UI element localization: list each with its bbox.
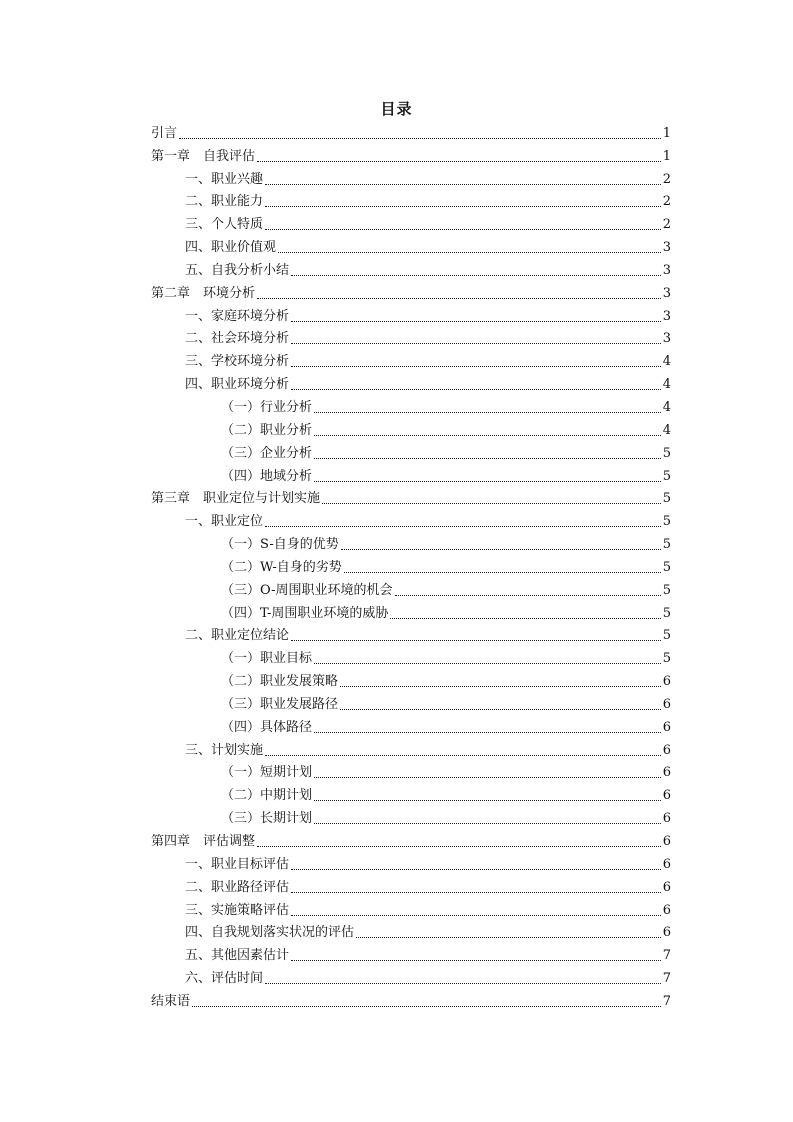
toc-entry-page-number: 5 [662, 445, 671, 461]
dot-leader [291, 960, 661, 961]
toc-entry-label: 四、职业环境分析 [185, 377, 290, 393]
dot-leader [291, 389, 661, 390]
toc-entry-label: （二）职业分析 [221, 422, 313, 438]
dot-leader [265, 526, 661, 527]
toc-entry[interactable] [151, 304, 671, 327]
toc-entry-page-number: 3 [662, 285, 671, 301]
toc-entry-label: 三、学校环境分析 [185, 354, 290, 370]
toc-entry-page-number: 5 [662, 651, 671, 667]
toc-entry-label: （二）职业发展策略 [221, 674, 339, 690]
dot-leader [291, 343, 661, 344]
toc-entry-page-number: 6 [662, 674, 671, 690]
toc-entry[interactable] [151, 372, 671, 395]
dot-leader [265, 184, 661, 185]
toc-title: 目录 [380, 100, 413, 118]
toc-entry-page-number: 5 [662, 628, 671, 644]
toc-entry-page-number: 6 [662, 902, 671, 918]
toc-entry-page-number: 5 [662, 537, 671, 553]
toc-entry-page-number: 6 [662, 719, 671, 735]
toc-entry[interactable] [151, 578, 671, 601]
toc-entry[interactable] [151, 806, 671, 829]
toc-entry-label: 六、评估时间 [185, 971, 264, 987]
dot-leader [291, 892, 661, 893]
toc-entry-page-number: 6 [662, 856, 671, 872]
toc-entry-page-number: 4 [662, 377, 671, 393]
toc-entry-label: （三）长期计划 [221, 811, 313, 827]
dot-leader [322, 503, 661, 504]
toc-entry-label: 二、职业能力 [185, 194, 264, 210]
toc-entry-label: （二）W-自身的劣势 [221, 559, 342, 575]
dot-leader [314, 732, 661, 733]
dot-leader [291, 869, 661, 870]
toc-entry-page-number: 5 [662, 491, 671, 507]
dot-leader [265, 229, 661, 230]
toc-entry[interactable] [151, 943, 671, 966]
toc-entry[interactable] [151, 258, 671, 281]
toc-entry-page-number: 6 [662, 742, 671, 758]
toc-entry-page-number: 4 [662, 399, 671, 415]
toc-entry[interactable] [151, 327, 671, 350]
toc-entry[interactable] [151, 761, 671, 784]
toc-entry-label: 一、职业目标评估 [185, 856, 290, 872]
toc-entry-page-number: 3 [662, 308, 671, 324]
toc-entry[interactable] [151, 852, 671, 875]
toc-entry-label: 第一章 自我评估 [151, 148, 256, 164]
toc-entry-label: （三）企业分析 [221, 445, 313, 461]
toc-entry-label: 一、职业定位 [185, 514, 264, 530]
dot-leader [291, 366, 661, 367]
toc-entry[interactable] [151, 121, 671, 144]
toc-entry-label: 一、家庭环境分析 [185, 308, 290, 324]
toc-entry-label: 二、社会环境分析 [185, 331, 290, 347]
toc-entry-page-number: 5 [662, 514, 671, 530]
toc-entry-page-number: 1 [662, 125, 671, 141]
dot-leader [265, 206, 661, 207]
toc-entry-page-number: 6 [662, 811, 671, 827]
toc-entry-label: （三）O-周围职业环境的机会 [221, 582, 393, 598]
toc-entry[interactable] [151, 212, 671, 235]
dot-leader [192, 1006, 661, 1007]
toc-entry-page-number: 2 [662, 171, 671, 187]
toc-entry-page-number: 2 [662, 217, 671, 233]
dot-leader [291, 915, 661, 916]
dot-leader [314, 777, 661, 778]
dot-leader [291, 640, 661, 641]
toc-entry-label: 三、实施策略评估 [185, 902, 290, 918]
toc-entry-label: 第三章 职业定位与计划实施 [151, 491, 321, 507]
toc-entry[interactable] [151, 555, 671, 578]
dot-leader [179, 138, 661, 139]
toc-entry-page-number: 6 [662, 879, 671, 895]
toc-entry[interactable] [151, 190, 671, 213]
toc-entry[interactable] [151, 669, 671, 692]
toc-entry[interactable] [151, 875, 671, 898]
toc-entry[interactable] [151, 441, 671, 464]
toc-entry-label: （四）地域分析 [221, 468, 313, 484]
toc-entry-page-number: 2 [662, 194, 671, 210]
toc-entry-label: （四）T-周围职业环境的威胁 [221, 605, 389, 621]
dot-leader [291, 275, 661, 276]
toc-entry[interactable] [151, 509, 671, 532]
toc-entry[interactable] [151, 349, 671, 372]
dot-leader [314, 435, 661, 436]
toc-entry-label: 四、职业价值观 [185, 240, 277, 256]
toc-entry-label: 结束语 [151, 993, 191, 1009]
dot-leader [340, 686, 661, 687]
toc-entry[interactable] [151, 715, 671, 738]
toc-entry-page-number: 6 [662, 696, 671, 712]
dot-leader [340, 709, 661, 710]
toc-entry-label: （一）S-自身的优势 [221, 537, 339, 553]
dot-leader [291, 321, 661, 322]
dot-leader [314, 663, 661, 664]
toc-entry[interactable] [151, 738, 671, 761]
toc-entry-label: （四）具体路径 [221, 719, 313, 735]
toc-entry-page-number: 4 [662, 354, 671, 370]
toc-entry-label: 四、自我规划落实状况的评估 [185, 925, 355, 941]
toc-entry[interactable] [151, 167, 671, 190]
toc-entry-page-number: 3 [662, 262, 671, 278]
toc-entry[interactable] [151, 829, 671, 852]
toc-entry-page-number: 6 [662, 925, 671, 941]
dot-leader [341, 549, 661, 550]
toc-entry[interactable] [151, 464, 671, 487]
dot-leader [314, 823, 661, 824]
toc-entry-page-number: 6 [662, 834, 671, 849]
toc-entry-label: （一）行业分析 [221, 399, 313, 415]
dot-leader [314, 458, 661, 459]
toc-entry-page-number: 5 [662, 559, 671, 575]
toc-entry-label: 引言 [151, 125, 178, 141]
dot-leader [314, 481, 661, 482]
toc-entry[interactable] [151, 395, 671, 418]
dot-leader [344, 572, 661, 573]
toc-entry-label: 五、其他因素估计 [185, 948, 290, 964]
dot-leader [314, 412, 661, 413]
toc-entry[interactable] [151, 281, 671, 304]
toc-entry-page-number: 5 [662, 582, 671, 598]
toc-entry-page-number: 3 [662, 331, 671, 347]
toc-entry[interactable] [151, 692, 671, 715]
toc-entry-label: 第四章 评估调整 [151, 834, 256, 849]
dot-leader [395, 595, 661, 596]
toc-entry-page-number: 4 [662, 422, 671, 438]
toc-entry[interactable] [151, 487, 671, 510]
toc-entry-label: （一）短期计划 [221, 765, 313, 781]
toc-entry[interactable] [151, 532, 671, 555]
toc-entry-page-number: 7 [662, 993, 671, 1009]
dot-leader [257, 298, 661, 299]
toc-entry-label: 二、职业定位结论 [185, 628, 290, 644]
dot-leader [278, 252, 661, 253]
toc-list [151, 121, 671, 1012]
toc-entry-page-number: 1 [662, 148, 671, 164]
dot-leader [265, 983, 661, 984]
toc-entry-page-number: 3 [662, 240, 671, 256]
toc-entry-label: （一）职业目标 [221, 651, 313, 667]
dot-leader [356, 937, 661, 938]
toc-entry[interactable] [151, 898, 671, 921]
toc-entry-page-number: 5 [662, 468, 671, 484]
toc-entry[interactable] [151, 624, 671, 647]
dot-leader [390, 618, 660, 619]
toc-entry[interactable] [151, 921, 671, 944]
toc-entry-page-number: 7 [662, 971, 671, 987]
toc-entry-label: 三、计划实施 [185, 742, 264, 758]
dot-leader [257, 846, 661, 847]
toc-entry[interactable] [151, 646, 671, 669]
toc-entry[interactable] [151, 989, 671, 1012]
toc-entry[interactable] [151, 235, 671, 258]
dot-leader [314, 800, 661, 801]
toc-entry-label: 第二章 环境分析 [151, 285, 256, 301]
toc-entry-page-number: 6 [662, 788, 671, 804]
toc-entry-page-number: 6 [662, 765, 671, 781]
toc-entry-label: （三）职业发展路径 [221, 696, 339, 712]
toc-entry[interactable] [151, 418, 671, 441]
toc-entry-label: 三、个人特质 [185, 217, 264, 233]
dot-leader [265, 755, 661, 756]
toc-entry-label: 二、职业路径评估 [185, 879, 290, 895]
toc-entry-page-number: 5 [662, 605, 671, 621]
toc-entry[interactable] [151, 783, 671, 806]
toc-entry-label: 五、自我分析小结 [185, 262, 290, 278]
toc-entry[interactable] [151, 144, 671, 167]
toc-entry-label: 一、职业兴趣 [185, 171, 264, 187]
dot-leader [257, 161, 661, 162]
toc-entry-page-number: 7 [662, 948, 671, 964]
toc-entry[interactable] [151, 601, 671, 624]
toc-entry-label: （二）中期计划 [221, 788, 313, 804]
toc-entry[interactable] [151, 966, 671, 989]
